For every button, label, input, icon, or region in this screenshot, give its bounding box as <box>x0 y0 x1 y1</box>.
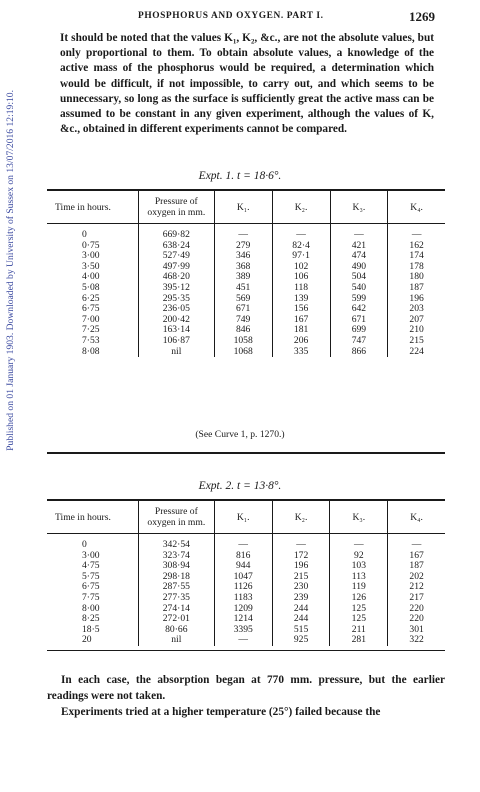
intro-section <box>60 31 434 137</box>
cell-time: 5·08 <box>82 281 100 293</box>
cell-time: 7·25 <box>82 324 100 336</box>
cell-time: 7·00 <box>82 313 100 325</box>
cell-pressure: 298·18 <box>138 572 214 583</box>
cell-pressure: 669·82 <box>138 230 214 241</box>
section-divider <box>47 452 445 454</box>
cell-k3: 126 <box>330 593 388 604</box>
expt-1-data-table <box>47 191 445 357</box>
cell-pressure: 272·01 <box>138 614 214 625</box>
cell-pressure: 287·55 <box>138 582 214 593</box>
cell-k3: 599 <box>330 294 388 305</box>
cell-k2: 196 <box>272 561 330 572</box>
cell-time: 3·50 <box>82 260 100 272</box>
cell-k1: 451 <box>214 283 272 294</box>
cell-pressure: 277·35 <box>138 593 214 604</box>
cell-time: 3·00 <box>82 250 100 262</box>
cell-k3: 125 <box>330 614 388 625</box>
cell-k4: 224 <box>388 347 445 358</box>
cell-time: 6·25 <box>82 292 100 304</box>
cell-k2: — <box>272 230 330 241</box>
cell-k4: 220 <box>388 614 445 625</box>
col-pressure-line1: Pressure of <box>154 196 198 207</box>
table-row <box>47 230 445 241</box>
expt-1-table <box>47 189 445 357</box>
table-bottom-rule <box>47 650 445 652</box>
cell-k3: 92 <box>330 551 388 562</box>
cell-time: 0 <box>82 229 87 240</box>
cell-time: 3·00 <box>82 549 100 561</box>
cell-k1: 749 <box>214 315 272 326</box>
cell-k1: 368 <box>214 262 272 273</box>
cell-k1: 1058 <box>214 336 272 347</box>
cell-k2: 206 <box>272 336 330 347</box>
col-pressure-header <box>138 501 214 534</box>
cell-k3: — <box>330 230 388 241</box>
curve-reference: (See Curve 1, p. 1270.) <box>195 429 285 440</box>
cell-k3: 103 <box>330 561 388 572</box>
cell-pressure: 163·14 <box>138 325 214 336</box>
cell-k2: 239 <box>272 593 330 604</box>
cell-pressure: nil <box>138 347 214 358</box>
cell-k4: 212 <box>388 582 445 593</box>
cell-k4: 220 <box>388 604 445 615</box>
cell-k2: 139 <box>272 294 330 305</box>
cell-k2: 106 <box>272 272 330 283</box>
cell-k1: 1209 <box>214 604 272 615</box>
col-k3-header: K₃. <box>330 191 388 224</box>
cell-k3: — <box>330 540 388 551</box>
cell-k2: 244 <box>272 614 330 625</box>
table-row <box>47 336 445 347</box>
cell-time: 6·75 <box>82 303 100 315</box>
cell-k1: 1183 <box>214 593 272 604</box>
cell-pressure: 80·66 <box>138 625 214 636</box>
cell-k3: 474 <box>330 251 388 262</box>
cell-k1: 846 <box>214 325 272 336</box>
cell-k1: 279 <box>214 241 272 252</box>
cell-k1: 1068 <box>214 347 272 358</box>
cell-pressure: 527·49 <box>138 251 214 262</box>
cell-pressure: 342·54 <box>138 540 214 551</box>
closing-paragraph-2: Experiments tried at a higher temperature (25°) failed because the <box>61 706 381 719</box>
cell-k4: 202 <box>388 572 445 583</box>
col-k1-header: K₁. <box>214 191 272 224</box>
cell-pressure: 468·20 <box>138 272 214 283</box>
cell-k4: 322 <box>388 635 445 646</box>
col-pressure-header <box>138 191 214 224</box>
table-row <box>47 283 445 294</box>
expt-2-title: Expt. 2. t = 13·8°. <box>198 480 282 492</box>
cell-k4: 178 <box>388 262 445 273</box>
cell-time: 20 <box>82 634 92 646</box>
cell-k3: 671 <box>330 315 388 326</box>
cell-pressure: 323·74 <box>138 551 214 562</box>
table-header-row <box>47 191 445 224</box>
col-k2-header: K₂. <box>272 501 330 534</box>
section-divider-wrap <box>47 452 445 454</box>
cell-k2: 97·1 <box>272 251 330 262</box>
cell-time: 18·5 <box>82 623 100 635</box>
cell-k1: 944 <box>214 561 272 572</box>
cell-k3: 642 <box>330 304 388 315</box>
cell-k2: 335 <box>272 347 330 358</box>
cell-pressure: 395·12 <box>138 283 214 294</box>
cell-k1: 671 <box>214 304 272 315</box>
expt-2-table <box>47 499 445 651</box>
cell-k4: 203 <box>388 304 445 315</box>
cell-k3: 699 <box>330 325 388 336</box>
table-row <box>47 540 445 551</box>
cell-k2: 118 <box>272 283 330 294</box>
cell-time: 8·08 <box>82 345 100 357</box>
col-pressure-line2: oxygen in mm. <box>147 517 206 528</box>
cell-k1: 816 <box>214 551 272 562</box>
cell-k2: — <box>272 540 330 551</box>
cell-k2: 167 <box>272 315 330 326</box>
col-k4-header: K₄. <box>388 501 445 534</box>
table-row <box>47 347 445 358</box>
cell-k2: 230 <box>272 582 330 593</box>
cell-time: 0·75 <box>82 239 100 251</box>
page-number: 1269 <box>409 9 435 24</box>
cell-k1: — <box>214 230 272 241</box>
cell-k2: 925 <box>272 635 330 646</box>
cell-k3: 504 <box>330 272 388 283</box>
col-time-header: Time in hours. <box>55 511 111 523</box>
cell-time: 6·75 <box>82 581 100 593</box>
cell-time: 8·00 <box>82 602 100 614</box>
cell-k4: 167 <box>388 551 445 562</box>
cell-k4: 187 <box>388 283 445 294</box>
cell-k2: 82·4 <box>272 241 330 252</box>
closing-paragraph-1: In each case, the absorption began at 770 mm. pressure, but the earlier readings were not taken. <box>47 674 445 703</box>
cell-k4: 215 <box>388 336 445 347</box>
col-k2-header: K₂. <box>272 191 330 224</box>
cell-pressure: 106·87 <box>138 336 214 347</box>
cell-k1: 389 <box>214 272 272 283</box>
cell-k3: 421 <box>330 241 388 252</box>
expt-1-table-body <box>47 224 445 358</box>
cell-k4: 162 <box>388 241 445 252</box>
col-pressure-line2: oxygen in mm. <box>147 207 206 218</box>
cell-time: 7·75 <box>82 591 100 603</box>
cell-k4: 210 <box>388 325 445 336</box>
cell-k1: 1047 <box>214 572 272 583</box>
col-k1-header: K₁. <box>214 501 272 534</box>
cell-pressure: 274·14 <box>138 604 214 615</box>
download-notice-text: Published on 01 January 1903. Downloaded by University of Sussex on 13/07/2016 12:19:10. <box>5 90 16 451</box>
cell-k2: 102 <box>272 262 330 273</box>
table-row <box>47 593 445 604</box>
col-time-header: Time in hours. <box>55 201 111 213</box>
table-row <box>47 635 445 646</box>
col-k3-header: K₃. <box>330 501 388 534</box>
page-header <box>60 9 435 25</box>
cell-k3: 113 <box>330 572 388 583</box>
cell-pressure: 497·99 <box>138 262 214 273</box>
cell-time: 4·75 <box>82 560 100 572</box>
cell-k4: — <box>388 230 445 241</box>
cell-k1: 346 <box>214 251 272 262</box>
cell-k4: 207 <box>388 315 445 326</box>
col-k4-header: K₄. <box>388 191 445 224</box>
cell-k3: 540 <box>330 283 388 294</box>
table-header-row <box>47 501 445 534</box>
cell-k4: 187 <box>388 561 445 572</box>
cell-time: 4·00 <box>82 271 100 283</box>
expt-2-data-table <box>47 501 445 646</box>
cell-time: 0 <box>82 539 87 550</box>
cell-k3: 747 <box>330 336 388 347</box>
cell-k1: 3395 <box>214 625 272 636</box>
cell-k1: — <box>214 540 272 551</box>
running-title: PHOSPHORUS AND OXYGEN. PART I. <box>138 11 324 21</box>
cell-pressure: 295·35 <box>138 294 214 305</box>
cell-k3: 125 <box>330 604 388 615</box>
cell-k3: 211 <box>330 625 388 636</box>
cell-pressure: 200·42 <box>138 315 214 326</box>
col-pressure-line1: Pressure of <box>154 506 198 517</box>
cell-k4: 196 <box>388 294 445 305</box>
cell-k1: 1126 <box>214 582 272 593</box>
cell-time: 7·53 <box>82 334 100 346</box>
cell-pressure: 236·05 <box>138 304 214 315</box>
cell-time: 5·75 <box>82 570 100 582</box>
cell-k4: — <box>388 540 445 551</box>
intro-paragraph: It should be noted that the values K₁, K₂, &c., are not the absolute values, but only proportional to them. To obtain absolute values, a knowledge of the active mass of the phosphorus would be required, a determination which would be difficult, if not impossible, to carry out, and which seems to be unnecessary, so long as the surface is sufficiently great the active mass can be assumed to be constant in any given experiment, although the values of K, &c., obtained in different experiments cannot be compared. <box>60 32 434 136</box>
cell-k3: 119 <box>330 582 388 593</box>
cell-k2: 215 <box>272 572 330 583</box>
expt-1-title: Expt. 1. t = 18·6°. <box>198 170 282 182</box>
download-notice <box>4 90 18 710</box>
cell-k3: 490 <box>330 262 388 273</box>
cell-pressure: 638·24 <box>138 241 214 252</box>
cell-k2: 156 <box>272 304 330 315</box>
cell-k4: 180 <box>388 272 445 283</box>
cell-pressure: 308·94 <box>138 561 214 572</box>
cell-k1: — <box>214 635 272 646</box>
cell-k3: 866 <box>330 347 388 358</box>
cell-pressure: nil <box>138 635 214 646</box>
cell-k4: 301 <box>388 625 445 636</box>
closing-section <box>47 672 445 721</box>
cell-k2: 244 <box>272 604 330 615</box>
cell-k1: 1214 <box>214 614 272 625</box>
cell-k3: 281 <box>330 635 388 646</box>
cell-k4: 217 <box>388 593 445 604</box>
cell-k2: 515 <box>272 625 330 636</box>
cell-k2: 181 <box>272 325 330 336</box>
cell-time: 8·25 <box>82 613 100 625</box>
cell-k2: 172 <box>272 551 330 562</box>
expt-2-table-body <box>47 534 445 646</box>
cell-k4: 174 <box>388 251 445 262</box>
cell-k1: 569 <box>214 294 272 305</box>
